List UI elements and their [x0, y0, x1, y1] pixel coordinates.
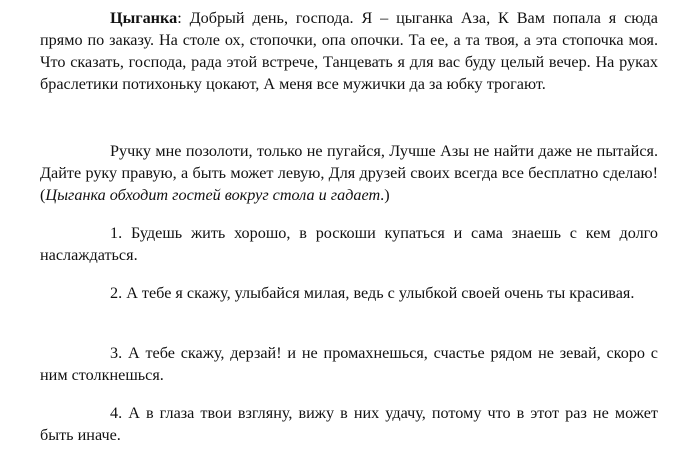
paragraph-intro: [40, 7, 658, 95]
monologue-text-1: : Добрый день, господа. Я – цыганка Аза, К Вам попала я сюда прямо по заказу. На столе ох, стопочки, опа опочки. Та ее, а та твоя, а эта стопочка моя. Что сказать, господа, рада этой встрече, Танцевать я для вас буду целый вечер. На руках браслетики потихоньку цокают, А меня все мужички да за юбку трогают.: [40, 9, 658, 93]
fortune-item-2: 2. А тебе я скажу, улыбайся милая, ведь с улыбкой своей очень ты красивая.: [110, 284, 635, 302]
fortune-item-4: 4. А в глаза твои взгляну, вижу в них удачу, потому что в этот раз не может быть иначе.: [40, 404, 658, 444]
fortune-item-1: 1. Будешь жить хорошо, в роскоши купаться и сама знаешь с кем долго наслаждаться.: [40, 224, 658, 264]
stage-direction-end: .): [380, 186, 390, 204]
paragraph-palm: [40, 140, 658, 206]
monologue-text-2: Ручку мне позолоти, только не пугайся, Лучше Азы не найти даже не пытайся. Дайте руку правую, а быть может левую, Для друзей своих всегда все бесплатно сделаю! (: [40, 142, 658, 204]
fortune-item-3: 3. А тебе скажу, дерзай! и не промахнешься, счастье рядом не зевай, скоро с ним столкнешься.: [40, 344, 658, 384]
speaker-name: Цыганка: [110, 9, 178, 27]
stage-direction: Цыганка обходит гостей вокруг стола и гадает: [45, 186, 381, 204]
